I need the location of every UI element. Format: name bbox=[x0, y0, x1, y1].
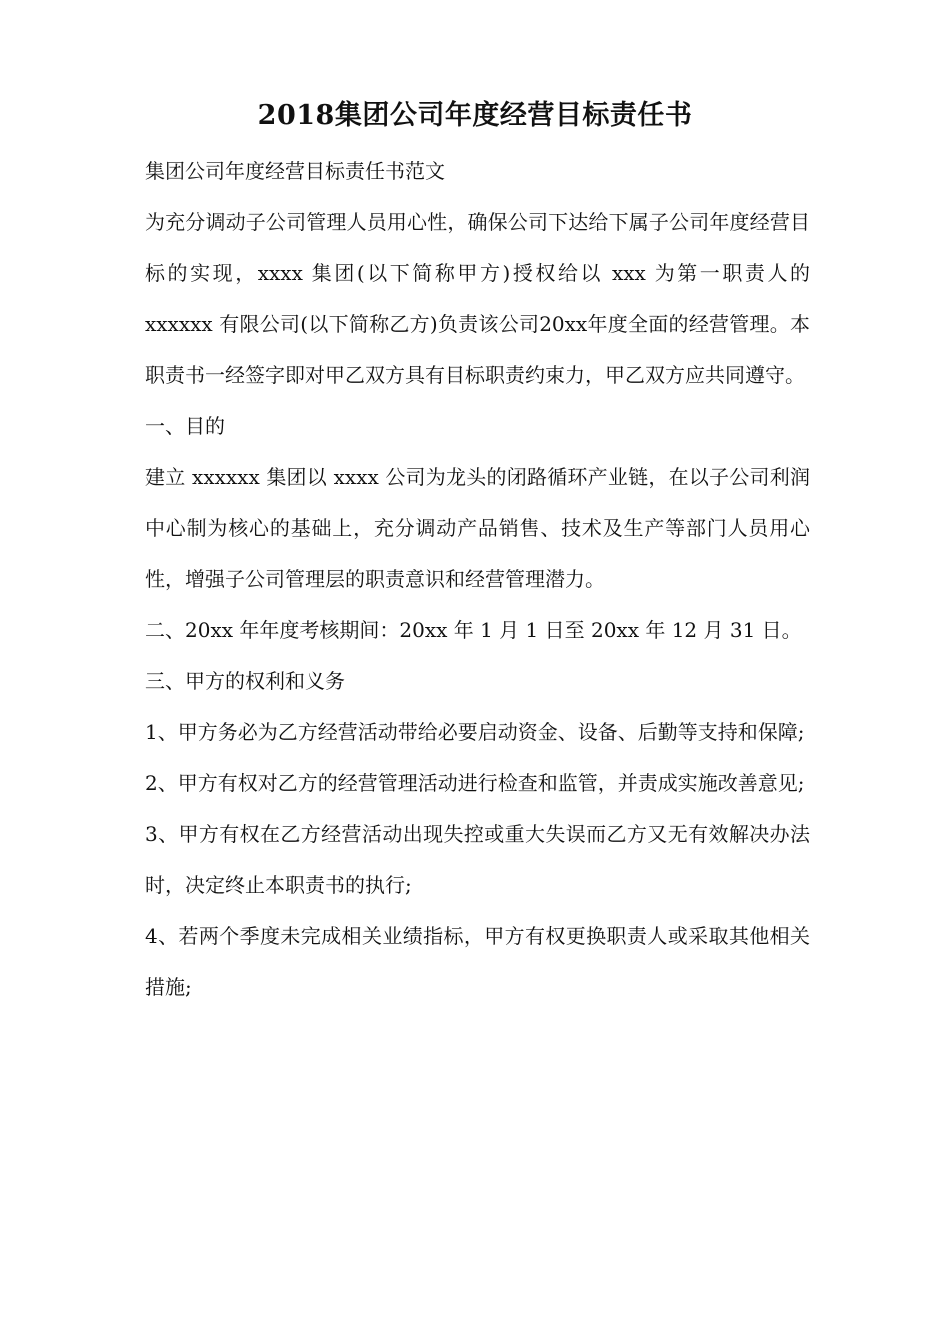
document-title: 2018集团公司年度经营目标责任书 bbox=[257, 100, 693, 131]
paragraph-purpose: 建立 xxxxxx 集团以 xxxx 公司为龙头的闭路循环产业链，在以子公司利润中心制为核心的基础上，充分调动产品销售、技术及生产等部门人员用心性，增强子公司管理层的职责意识和经营管理潜力。 bbox=[145, 465, 810, 591]
document-body bbox=[145, 146, 810, 1013]
list-item-4: 4、若两个季度未完成相关业绩指标，甲方有权更换职责人或采取其他相关措施; bbox=[145, 924, 810, 999]
paragraph-intro: 为充分调动子公司管理人员用心性，确保公司下达给下属子公司年度经营目标的实现，xxxx 集团(以下简称甲方)授权给以 xxx 为第一职责人的 xxxxxx 有限公司(以下简称乙方)负责该公司20xx年度全面的经营管理。本职责书一经签字即对甲乙双方具有目标职责约束力，甲乙双方应共同遵守。 bbox=[145, 210, 810, 387]
section-heading-party-a-rights: 三、甲方的权利和义务 bbox=[145, 669, 345, 693]
section-heading-purpose: 一、目的 bbox=[145, 414, 225, 438]
list-item-1: 1、甲方务必为乙方经营活动带给必要启动资金、设备、后勤等支持和保障; bbox=[145, 720, 805, 744]
list-item-2: 2、甲方有权对乙方的经营管理活动进行检查和监管，并责成实施改善意见; bbox=[145, 771, 805, 795]
paragraph-subtitle: 集团公司年度经营目标责任书范文 bbox=[145, 159, 445, 183]
list-item-3: 3、甲方有权在乙方经营活动出现失控或重大失误而乙方又无有效解决办法时，决定终止本职责书的执行; bbox=[145, 822, 810, 897]
paragraph-assessment-period: 二、20xx 年年度考核期间：20xx 年 1 月 1 日至 20xx 年 12 月 31 日。 bbox=[145, 618, 802, 642]
